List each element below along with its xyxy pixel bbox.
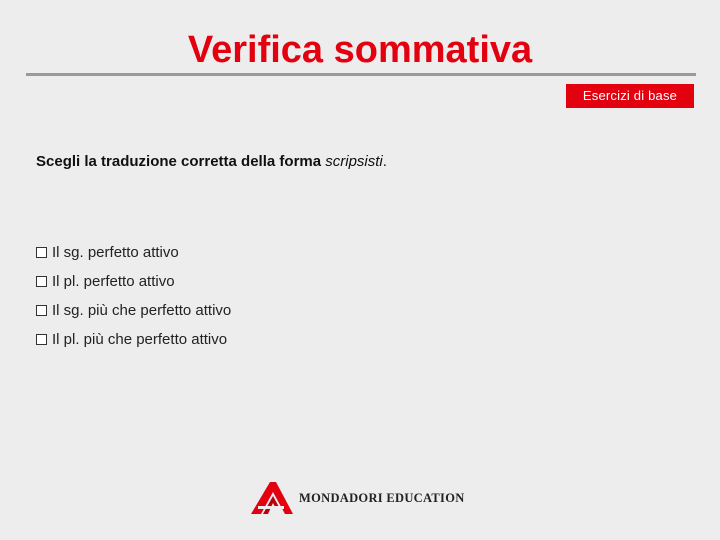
answer-label: Il pl. perfetto attivo bbox=[52, 273, 175, 290]
answer-option[interactable] bbox=[36, 325, 231, 354]
answer-label: Il sg. più che perfetto attivo bbox=[52, 302, 232, 319]
checkbox[interactable] bbox=[36, 247, 47, 258]
question-text bbox=[36, 153, 387, 170]
question-term: scripsisti bbox=[325, 153, 383, 170]
answer-label: Il sg. perfetto attivo bbox=[52, 244, 179, 261]
checkbox[interactable] bbox=[36, 334, 47, 345]
answer-options bbox=[36, 238, 231, 354]
question-prefix: Scegli la traduzione corretta della forma bbox=[36, 153, 326, 170]
mondadori-a-logo-icon bbox=[249, 480, 295, 516]
section-badge: Esercizi di base bbox=[566, 84, 694, 108]
publisher-logo bbox=[249, 480, 465, 516]
checkbox[interactable] bbox=[36, 305, 47, 316]
question-suffix: . bbox=[382, 153, 387, 170]
answer-label: Il pl. più che perfetto attivo bbox=[52, 331, 228, 348]
checkbox[interactable] bbox=[36, 276, 47, 287]
logo-text: MONDADORI EDUCATION bbox=[299, 490, 465, 505]
page-title: Verifica sommativa bbox=[187, 29, 533, 71]
answer-option[interactable] bbox=[36, 296, 231, 325]
answer-option[interactable] bbox=[36, 267, 231, 296]
answer-option[interactable] bbox=[36, 238, 231, 267]
title-divider bbox=[26, 73, 696, 76]
